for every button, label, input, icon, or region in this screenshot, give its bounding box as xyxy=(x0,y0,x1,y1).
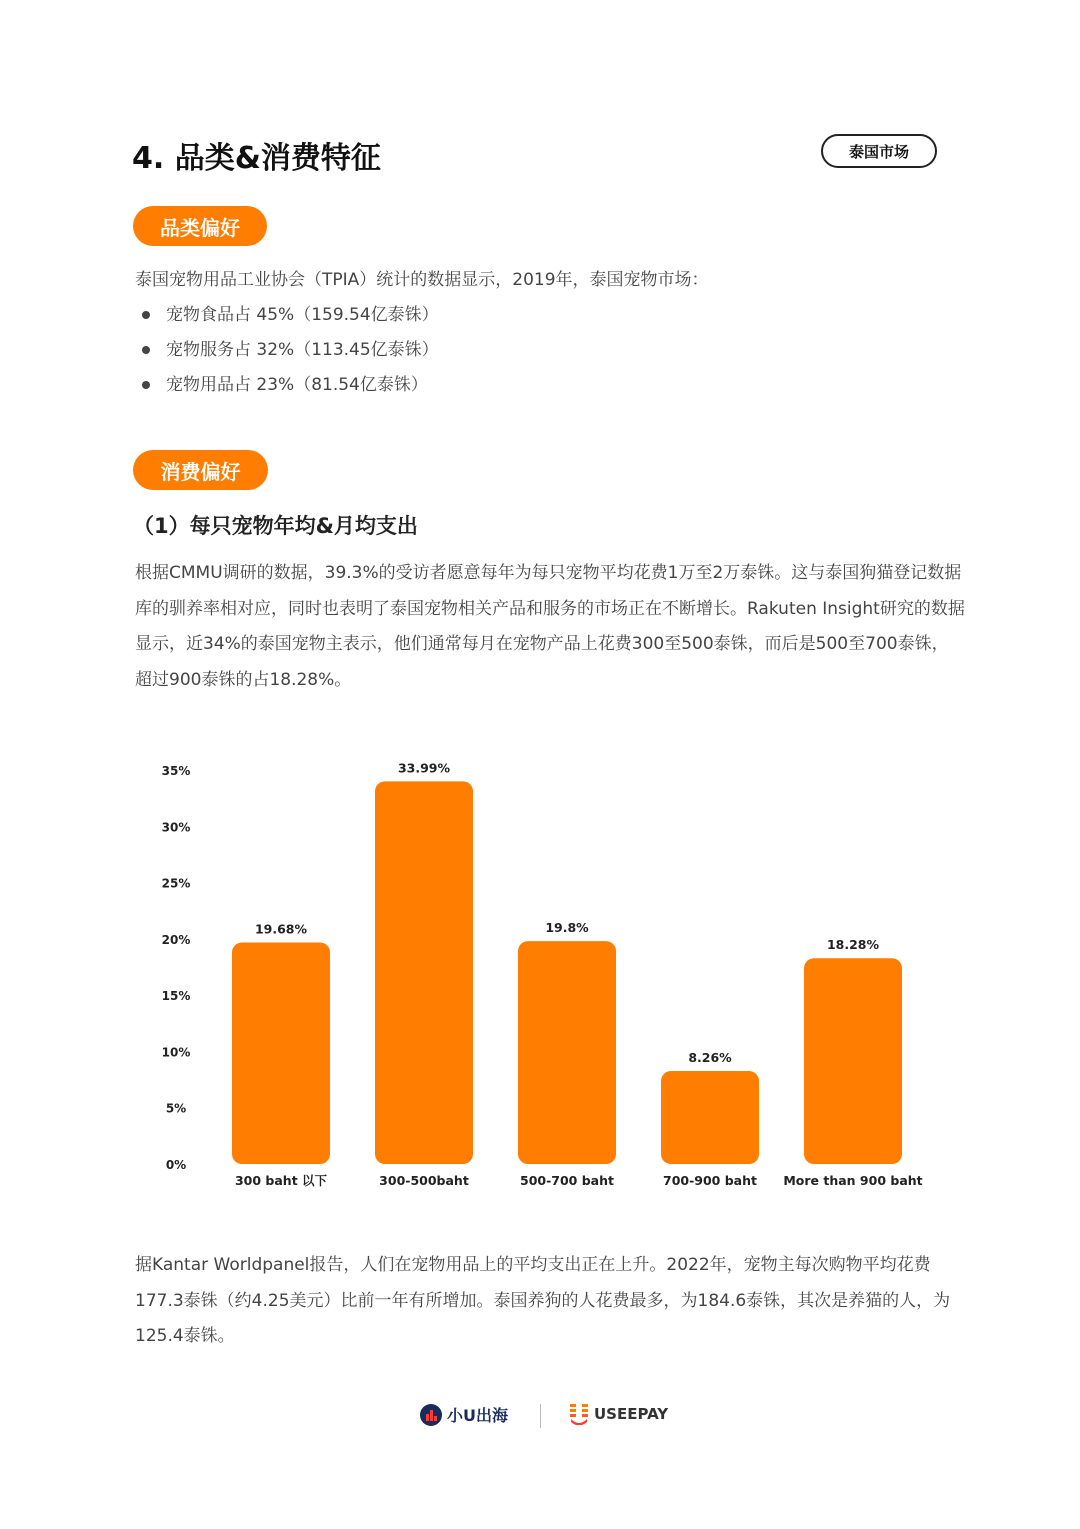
category-intro: 泰国宠物用品工业协会（TPIA）统计的数据显示，2019年，泰国宠物市场： xyxy=(135,270,709,290)
bar xyxy=(661,1071,759,1164)
useepay-logo xyxy=(568,1403,668,1425)
y-tick-label: 15% xyxy=(161,989,191,1004)
x-axis xyxy=(235,1173,923,1188)
market-badge: 泰国市场 xyxy=(821,134,937,168)
spending-bar-chart xyxy=(150,750,930,1200)
x-tick-label: 300-500baht xyxy=(379,1173,469,1188)
category-preference-pill: 品类偏好 xyxy=(133,206,267,246)
paragraph-cmmu: 根据CMMU调研的数据，39.3%的受访者愿意每年为每只宠物平均花费1万至2万泰铢。这与泰国狗猫登记数据库的驯养率相对应，同时也表明了泰国宠物相关产品和服务的市场正在不断增长。Rakuten Insight研究的数据显示，近34%的泰国宠物主表示，他们通常每月在宠物产品上花费300至500泰铢，而后是500至700泰铢，超过900泰铢的占18.28%。 xyxy=(135,563,965,690)
y-tick-label: 30% xyxy=(161,820,191,835)
x-tick-label: 500-700 baht xyxy=(520,1173,614,1188)
paragraph-kantar: 据Kantar Worldpanel报告，人们在宠物用品上的平均支出正在上升。2022年，宠物主每次购物平均花费177.3泰铢（约4.25美元）比前一年有所增加。泰国养狗的人花费最多，为184.6泰铢，其次是养猫的人，为125.4泰铢。 xyxy=(135,1255,951,1346)
useepay-logo-text: USEEPAY xyxy=(594,1405,669,1423)
bar xyxy=(375,781,473,1164)
y-tick-label: 5% xyxy=(165,1101,187,1116)
y-tick-label: 0% xyxy=(165,1158,187,1172)
x-tick-label: 300 baht 以下 xyxy=(234,1173,328,1188)
y-tick-label: 10% xyxy=(161,1045,191,1060)
x-tick-label: More than 900 baht xyxy=(783,1173,923,1188)
bars xyxy=(232,781,902,1164)
x-tick-label: 700-900 baht xyxy=(663,1173,757,1188)
xiaou-logo-icon xyxy=(420,1404,442,1426)
xiaou-logo xyxy=(420,1403,508,1426)
bar-value-label: 8.26% xyxy=(688,1050,732,1066)
bar-value-label: 19.68% xyxy=(254,921,308,937)
bar xyxy=(518,941,616,1164)
bullet-pet-food: 宠物食品占 45%（159.54亿泰铢） xyxy=(140,298,439,333)
category-bullet-list xyxy=(140,298,439,403)
bar xyxy=(232,942,330,1164)
y-tick-label: 35% xyxy=(161,764,191,778)
xiaou-logo-text: 小U出海 xyxy=(447,1406,508,1425)
useepay-logo-icon xyxy=(568,1403,590,1425)
bar-value-label: 19.8% xyxy=(545,920,589,936)
y-tick-label: 25% xyxy=(161,876,191,891)
footer-divider xyxy=(540,1404,541,1428)
bullet-pet-supplies: 宠物用品占 23%（81.54亿泰铢） xyxy=(140,368,439,403)
consumption-preference-pill: 消费偏好 xyxy=(133,450,268,490)
page-title: 4. 品类&消费特征 xyxy=(132,141,381,176)
y-tick-label: 20% xyxy=(161,932,191,947)
bar-value-label: 33.99% xyxy=(397,760,451,776)
bullet-pet-services: 宠物服务占 32%（113.45亿泰铢） xyxy=(140,333,439,368)
section-subheading: （1）每只宠物年均&月均支出 xyxy=(133,514,418,538)
bar xyxy=(804,958,902,1164)
y-axis xyxy=(162,764,191,1172)
bar-value-label: 18.28% xyxy=(826,937,880,953)
